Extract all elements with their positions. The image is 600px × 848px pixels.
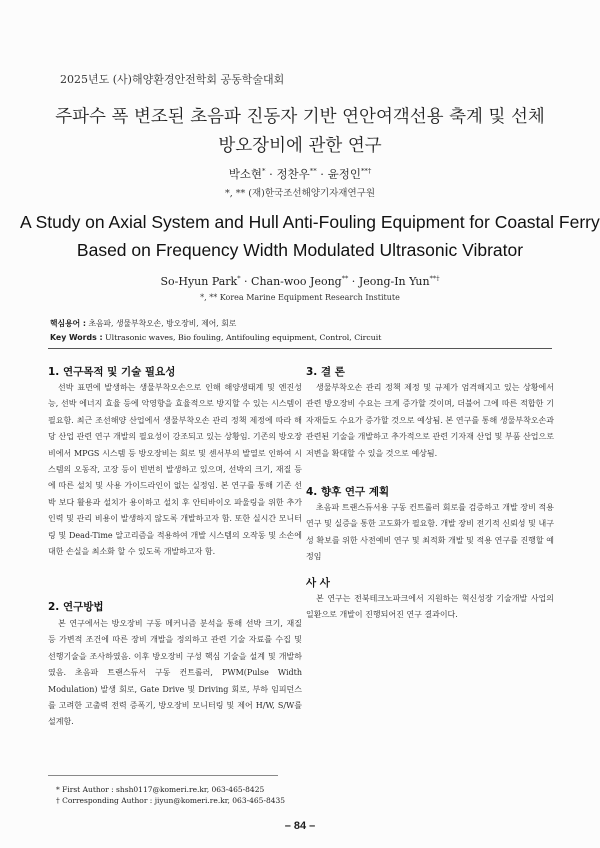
keywords-korean-text: 초음파, 생물부착오손, 방오장비, 제어, 회로 bbox=[85, 319, 237, 328]
title-english-line-1: A Study on Axial System and Hull Anti-Fouling Equipment for Coastal Ferry bbox=[20, 212, 600, 232]
title-korean bbox=[20, 103, 580, 161]
author-separator: · bbox=[265, 167, 277, 181]
author-3-en-mark: **† bbox=[429, 274, 440, 283]
authors-korean bbox=[0, 166, 600, 182]
conference-name: 2025년도 (사)해양환경안전학회 공동학술대회 bbox=[60, 73, 285, 86]
keywords-block bbox=[50, 317, 381, 345]
section-1-body: 선박 표면에 발생하는 생물부착오손으로 인해 해양생태계 및 엔진성능, 선박 에너지 효율 등에 악영향을 효율적으로 방지할 수 있는 시스템이 필요함. 최근 조선해양 산업에서 생물부착오손 관리 정책 제정에 따라 해당 산업 관련 연구 개발의 필요성이 강조되고 있는 상황임. 기존의 방오장비에서 MPGS 시스템 등 방오장비는 회로 및 센서부의 발열로 인하여 시스템의 오동작, 고장 등이 빈번히 발생하고 있으며, 선박의 크기, 재질 등에 따른 설치 및 사용 가이드라인이 없는 실정임. 본 연구를 통해 기존 선박 보다 활용과 설치가 용이하고 설치 후 안티바이오 파울링을 위한 추가 인력 및 관리 비용이 발생하지 않도록 개발하고자 함. 또한 실시간 모니터링 및 Dead-Time 알고리즘을 적용하여 개발 시스템의 오작동 및 소손에 대한 손실을 최소화 할 수 있도록 개발하고자 함. bbox=[48, 383, 302, 557]
author-separator: · bbox=[240, 275, 252, 288]
author-1: 박소현 bbox=[228, 167, 263, 181]
affiliation-english: *, ** Korea Marine Equipment Research Institute bbox=[200, 293, 400, 302]
section-2-body: 본 연구에서는 방오장비 구동 메커니즘 분석을 통해 선박 크기, 재질 등 가변적 조건에 따른 장비 개발을 정의하고 관련 기술 자료를 수집 및 선행기술을 조사하였음. 이후 방오장비 구성 핵심 기술을 설계 및 개발하였음. 초음파 트랜스듀서 구동 컨트롤러, PWM(Pulse Width Modulation) 발생 회로, Gate Drive 및 Driving 회로, 부하 임피던스를 고려한 고출력 전력 증폭기, 방오장비 모니터링 및 제어 H/W, S/W를 설계함. bbox=[48, 619, 302, 727]
author-separator: · bbox=[316, 167, 328, 181]
footnotes bbox=[56, 784, 285, 806]
author-3: 윤정인 bbox=[327, 167, 361, 181]
author-2-en: Chan-woo Jeong bbox=[251, 275, 342, 288]
section-5-body: 본 연구는 전북테크노파크에서 지원하는 혁신성장 기술개발 사업의 일환으로 개발이 진행되어진 연구 결과이다. bbox=[306, 594, 554, 620]
title-korean-line-2: 방오장비에 관한 연구 bbox=[218, 136, 382, 156]
section-4-body: 초음파 트랜스듀서용 구동 컨트롤러 회로를 검증하고 개발 장비 적용 연구 및 실증을 통한 고도화가 필요함. 개발 장비 전기적 신뢰성 및 내구성 확보를 위한 사전예비 연구 및 최적화 개발 및 적용 연구를 진행할 예정임 bbox=[306, 503, 554, 562]
keywords-english-label: Key Words : bbox=[50, 333, 103, 342]
section-3-body: 생물부착오손 관리 정책 제정 및 규제가 엄격해지고 있는 상황에서 관련 방오장비 수요는 크게 증가할 것이며, 더불어 그에 따른 적합한 기자재들도 수요가 증가할 것으로 예상됨. 본 연구를 통해 생물부착오손과 관련된 기술을 개발하고 추가적으로 관련 기자재 산업 및 부품 산업으로 저변을 확대할 수 있을 것으로 예상됨. bbox=[306, 383, 554, 458]
author-2: 정찬우 bbox=[276, 167, 310, 181]
author-2-mark: ** bbox=[309, 167, 317, 176]
divider bbox=[48, 348, 552, 349]
author-1-en: So-Hyun Park bbox=[160, 275, 238, 288]
keywords-english bbox=[50, 331, 381, 345]
author-2-en-mark: ** bbox=[341, 274, 349, 283]
title-korean-line-1: 주파수 폭 변조된 초음파 진동자 기반 연안여객선용 축계 및 선체 bbox=[55, 107, 545, 127]
affiliation-korean: *, ** (재)한국조선해양기자재연구원 bbox=[224, 188, 376, 199]
section-5-heading: 사 사 bbox=[306, 577, 330, 589]
section-3-heading: 3. 결 론 bbox=[306, 366, 345, 378]
footnote-divider bbox=[48, 775, 278, 776]
keywords-korean-label: 핵심용어 : bbox=[50, 319, 86, 328]
section-1-heading: 1. 연구목적 및 기술 필요성 bbox=[48, 366, 176, 378]
author-3-en: Jeong-In Yun bbox=[358, 275, 430, 288]
footnote-first-author: * First Author : shsh0117@komeri.re.kr, 063-465-8425 bbox=[56, 785, 265, 794]
page-number: – 84 – bbox=[284, 820, 316, 832]
keywords-english-text: Ultrasonic waves, Bio fouling, Antifouling equipment, Control, Circuit bbox=[102, 333, 382, 342]
title-english bbox=[20, 208, 600, 264]
title-english-line-2: Based on Frequency Width Modulated Ultrasonic Vibrator bbox=[76, 240, 524, 260]
section-2-heading: 2. 연구방법 bbox=[48, 601, 104, 613]
keywords-korean bbox=[50, 317, 381, 331]
author-1-mark: * bbox=[262, 167, 266, 176]
footnote-corresponding-author: † Corresponding Author : jiyun@komeri.re.kr, 063-465-8435 bbox=[56, 796, 286, 805]
author-3-mark: **† bbox=[360, 167, 372, 176]
author-separator: · bbox=[348, 275, 359, 288]
author-1-en-mark: * bbox=[237, 274, 241, 283]
authors-english bbox=[0, 275, 600, 288]
section-4-heading: 4. 향후 연구 계획 bbox=[306, 486, 390, 498]
